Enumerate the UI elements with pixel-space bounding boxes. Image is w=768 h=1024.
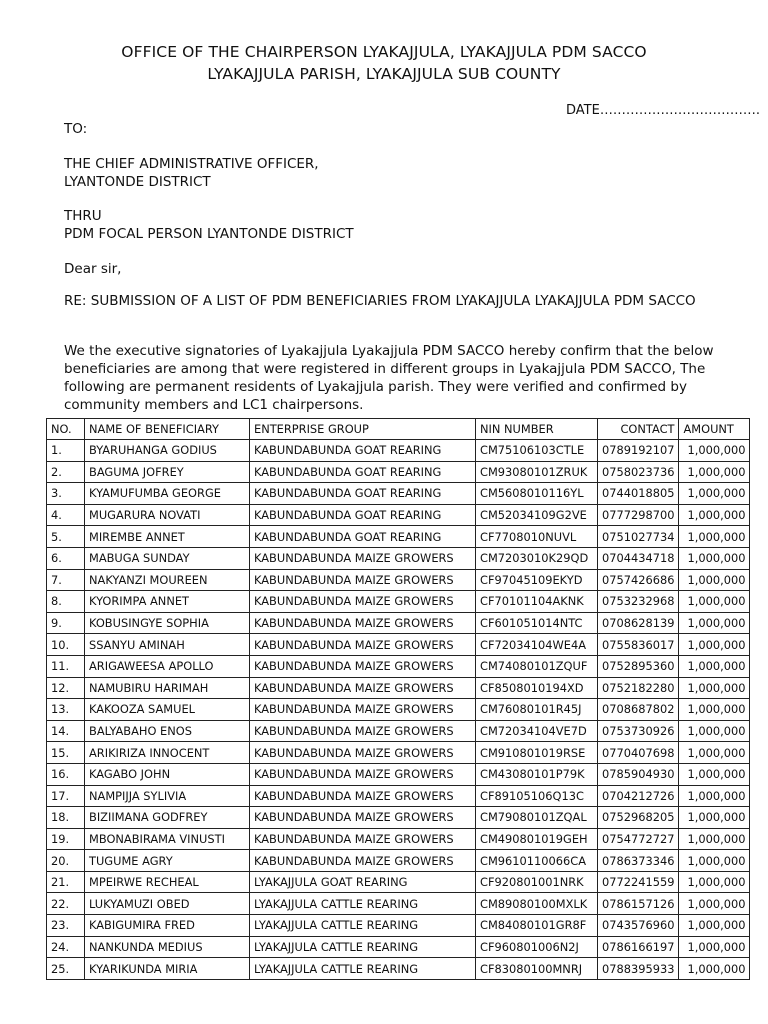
cell-group: KABUNDABUNDA MAIZE GROWERS <box>250 655 476 677</box>
cell-no: 2. <box>47 461 85 483</box>
cell-contact: 0704434718 <box>598 547 679 569</box>
cell-no: 5. <box>47 526 85 548</box>
cell-name: KYAMUFUMBA GEORGE <box>85 483 250 505</box>
cell-no: 20. <box>47 850 85 872</box>
cell-group: LYAKAJJULA CATTLE REARING <box>250 958 476 980</box>
cell-no: 18. <box>47 807 85 829</box>
cell-group: KABUNDABUNDA MAIZE GROWERS <box>250 634 476 656</box>
cell-group: KABUNDABUNDA GOAT REARING <box>250 461 476 483</box>
cell-nin: CF7708010NUVL <box>476 526 598 548</box>
cell-contact: 0789192107 <box>598 440 679 462</box>
cell-no: 17. <box>47 785 85 807</box>
table-row <box>47 785 750 807</box>
cell-name: BALYABAHO ENOS <box>85 720 250 742</box>
table-row <box>47 504 750 526</box>
cell-nin: CM910801019RSE <box>476 742 598 764</box>
cell-amount: 1,000,000 <box>679 655 750 677</box>
cell-group: KABUNDABUNDA GOAT REARING <box>250 440 476 462</box>
table-row <box>47 720 750 742</box>
cell-nin: CM7203010K29QD <box>476 547 598 569</box>
cell-no: 22. <box>47 893 85 915</box>
cell-group: KABUNDABUNDA MAIZE GROWERS <box>250 850 476 872</box>
cell-amount: 1,000,000 <box>679 504 750 526</box>
cell-no: 24. <box>47 936 85 958</box>
cell-no: 9. <box>47 612 85 634</box>
table-row <box>47 807 750 829</box>
cell-contact: 0786157126 <box>598 893 679 915</box>
table-row <box>47 958 750 980</box>
table-header-row <box>47 419 750 440</box>
table-row <box>47 699 750 721</box>
cell-amount: 1,000,000 <box>679 828 750 850</box>
table-row <box>47 547 750 569</box>
cell-amount: 1,000,000 <box>679 699 750 721</box>
cell-amount: 1,000,000 <box>679 612 750 634</box>
cell-nin: CM9610110066CA <box>476 850 598 872</box>
table-row <box>47 440 750 462</box>
table-row <box>47 655 750 677</box>
cell-name: BIZIIMANA GODFREY <box>85 807 250 829</box>
cell-nin: CM72034104VE7D <box>476 720 598 742</box>
cell-name: MPEIRWE RECHEAL <box>85 871 250 893</box>
office-title: OFFICE OF THE CHAIRPERSON LYAKAJJULA, LYAKAJJULA PDM SACCO <box>121 43 647 61</box>
cell-name: MIREMBE ANNET <box>85 526 250 548</box>
parish-subtitle: LYAKAJJULA PARISH, LYAKAJJULA SUB COUNTY <box>207 65 561 83</box>
cell-name: KAKOOZA SAMUEL <box>85 699 250 721</box>
header-name: NAME OF BENEFICIARY <box>85 419 250 440</box>
cell-contact: 0786373346 <box>598 850 679 872</box>
cell-name: BYARUHANGA GODIUS <box>85 440 250 462</box>
table-row <box>47 742 750 764</box>
cell-no: 12. <box>47 677 85 699</box>
cell-nin: CM52034109G2VE <box>476 504 598 526</box>
cell-nin: CM74080101ZQUF <box>476 655 598 677</box>
cell-group: KABUNDABUNDA MAIZE GROWERS <box>250 612 476 634</box>
cell-nin: CM93080101ZRUK <box>476 461 598 483</box>
cell-no: 8. <box>47 591 85 613</box>
cell-group: KABUNDABUNDA MAIZE GROWERS <box>250 763 476 785</box>
table-row <box>47 763 750 785</box>
cell-no: 10. <box>47 634 85 656</box>
cell-nin: CM76080101R45J <box>476 699 598 721</box>
cell-contact: 0772241559 <box>598 871 679 893</box>
cell-contact: 0751027734 <box>598 526 679 548</box>
cell-contact: 0785904930 <box>598 763 679 785</box>
cell-name: ARIKIRIZA INNOCENT <box>85 742 250 764</box>
cell-no: 19. <box>47 828 85 850</box>
cell-no: 15. <box>47 742 85 764</box>
cell-amount: 1,000,000 <box>679 440 750 462</box>
cell-amount: 1,000,000 <box>679 461 750 483</box>
cell-nin: CF960801006N2J <box>476 936 598 958</box>
cell-contact: 0758023736 <box>598 461 679 483</box>
cell-no: 13. <box>47 699 85 721</box>
cell-name: NAMUBIRU HARIMAH <box>85 677 250 699</box>
cell-contact: 0753232968 <box>598 591 679 613</box>
cell-group: KABUNDABUNDA MAIZE GROWERS <box>250 569 476 591</box>
cell-nin: CF920801001NRK <box>476 871 598 893</box>
cell-group: KABUNDABUNDA MAIZE GROWERS <box>250 699 476 721</box>
cell-contact: 0752968205 <box>598 807 679 829</box>
cell-nin: CF8508010194XD <box>476 677 598 699</box>
cell-name: KYORIMPA ANNET <box>85 591 250 613</box>
cell-name: NANKUNDA MEDIUS <box>85 936 250 958</box>
table-row <box>47 677 750 699</box>
cell-group: KABUNDABUNDA GOAT REARING <box>250 526 476 548</box>
cell-nin: CF97045109EKYD <box>476 569 598 591</box>
cell-group: LYAKAJJULA CATTLE REARING <box>250 915 476 937</box>
cell-nin: CM75106103CTLE <box>476 440 598 462</box>
cell-no: 1. <box>47 440 85 462</box>
table-row <box>47 634 750 656</box>
cell-amount: 1,000,000 <box>679 785 750 807</box>
cell-contact: 0744018805 <box>598 483 679 505</box>
cell-contact: 0770407698 <box>598 742 679 764</box>
cell-name: KYARIKUNDA MIRIA <box>85 958 250 980</box>
thru-person: PDM FOCAL PERSON LYANTONDE DISTRICT <box>64 226 354 242</box>
cell-amount: 1,000,000 <box>679 763 750 785</box>
cell-contact: 0754772727 <box>598 828 679 850</box>
cell-no: 14. <box>47 720 85 742</box>
cell-group: KABUNDABUNDA GOAT REARING <box>250 504 476 526</box>
cell-group: LYAKAJJULA GOAT REARING <box>250 871 476 893</box>
cell-name: NAMPIJJA SYLIVIA <box>85 785 250 807</box>
thru-label: THRU <box>64 208 102 224</box>
cell-name: KOBUSINGYE SOPHIA <box>85 612 250 634</box>
cell-amount: 1,000,000 <box>679 893 750 915</box>
cell-nin: CF83080100MNRJ <box>476 958 598 980</box>
cell-group: KABUNDABUNDA GOAT REARING <box>250 483 476 505</box>
table-row <box>47 526 750 548</box>
cell-group: KABUNDABUNDA MAIZE GROWERS <box>250 591 476 613</box>
recipient-title: THE CHIEF ADMINISTRATIVE OFFICER, <box>64 156 319 172</box>
cell-no: 16. <box>47 763 85 785</box>
cell-name: BAGUMA JOFREY <box>85 461 250 483</box>
cell-nin: CM79080101ZQAL <box>476 807 598 829</box>
cell-nin: CM5608010116YL <box>476 483 598 505</box>
cell-nin: CF89105106Q13C <box>476 785 598 807</box>
cell-contact: 0757426686 <box>598 569 679 591</box>
cell-group: LYAKAJJULA CATTLE REARING <box>250 893 476 915</box>
table-row <box>47 871 750 893</box>
cell-amount: 1,000,000 <box>679 871 750 893</box>
cell-contact: 0708687802 <box>598 699 679 721</box>
table-row <box>47 461 750 483</box>
cell-group: KABUNDABUNDA MAIZE GROWERS <box>250 720 476 742</box>
cell-name: NAKYANZI MOUREEN <box>85 569 250 591</box>
cell-contact: 0755836017 <box>598 634 679 656</box>
cell-contact: 0753730926 <box>598 720 679 742</box>
cell-contact: 0752895360 <box>598 655 679 677</box>
table-row <box>47 612 750 634</box>
cell-no: 25. <box>47 958 85 980</box>
cell-contact: 0752182280 <box>598 677 679 699</box>
table-body <box>47 440 750 980</box>
cell-no: 6. <box>47 547 85 569</box>
beneficiaries-table <box>46 418 750 980</box>
cell-amount: 1,000,000 <box>679 483 750 505</box>
cell-name: SSANYU AMINAH <box>85 634 250 656</box>
cell-group: KABUNDABUNDA MAIZE GROWERS <box>250 742 476 764</box>
cell-name: MABUGA SUNDAY <box>85 547 250 569</box>
cell-nin: CM490801019GEH <box>476 828 598 850</box>
cell-nin: CM84080101GR8F <box>476 915 598 937</box>
header-nin: NIN NUMBER <box>476 419 598 440</box>
salutation: Dear sir, <box>64 261 122 277</box>
cell-no: 21. <box>47 871 85 893</box>
table-row <box>47 591 750 613</box>
cell-nin: CF601051014NTC <box>476 612 598 634</box>
cell-amount: 1,000,000 <box>679 936 750 958</box>
cell-group: KABUNDABUNDA MAIZE GROWERS <box>250 785 476 807</box>
date-line: DATE………………………………. <box>566 103 760 118</box>
body-paragraph: We the executive signatories of Lyakajjula Lyakajjula PDM SACCO hereby confirm that the below beneficiaries are among that were registered in different groups in Lyakajjula PDM SACCO, The following are permanent residents of Lyakajjula parish. They were verified and confirmed by community members and LC1 chairpersons. <box>64 343 714 413</box>
cell-name: KABIGUMIRA FRED <box>85 915 250 937</box>
cell-amount: 1,000,000 <box>679 569 750 591</box>
cell-group: KABUNDABUNDA MAIZE GROWERS <box>250 828 476 850</box>
header-contact: CONTACT <box>598 419 679 440</box>
cell-no: 7. <box>47 569 85 591</box>
cell-contact: 0708628139 <box>598 612 679 634</box>
table-row <box>47 936 750 958</box>
cell-no: 3. <box>47 483 85 505</box>
cell-group: KABUNDABUNDA MAIZE GROWERS <box>250 677 476 699</box>
header-no: NO. <box>47 419 85 440</box>
cell-amount: 1,000,000 <box>679 677 750 699</box>
cell-name: TUGUME AGRY <box>85 850 250 872</box>
cell-nin: CM43080101P79K <box>476 763 598 785</box>
cell-amount: 1,000,000 <box>679 742 750 764</box>
table-row <box>47 828 750 850</box>
to-label: TO: <box>64 121 88 137</box>
cell-amount: 1,000,000 <box>679 807 750 829</box>
cell-amount: 1,000,000 <box>679 915 750 937</box>
cell-nin: CF70101104AKNK <box>476 591 598 613</box>
table-row <box>47 915 750 937</box>
recipient-district: LYANTONDE DISTRICT <box>64 174 211 190</box>
cell-amount: 1,000,000 <box>679 591 750 613</box>
cell-amount: 1,000,000 <box>679 850 750 872</box>
cell-name: MUGARURA NOVATI <box>85 504 250 526</box>
cell-amount: 1,000,000 <box>679 547 750 569</box>
cell-nin: CM89080100MXLK <box>476 893 598 915</box>
cell-amount: 1,000,000 <box>679 634 750 656</box>
cell-no: 4. <box>47 504 85 526</box>
table-row <box>47 893 750 915</box>
cell-group: KABUNDABUNDA MAIZE GROWERS <box>250 807 476 829</box>
table-row <box>47 850 750 872</box>
cell-contact: 0743576960 <box>598 915 679 937</box>
table-row <box>47 569 750 591</box>
header-amount: AMOUNT <box>679 419 750 440</box>
cell-amount: 1,000,000 <box>679 720 750 742</box>
cell-name: MBONABIRAMA VINUSTI <box>85 828 250 850</box>
header-group: ENTERPRISE GROUP <box>250 419 476 440</box>
cell-nin: CF72034104WE4A <box>476 634 598 656</box>
cell-group: LYAKAJJULA CATTLE REARING <box>250 936 476 958</box>
subject-line: RE: SUBMISSION OF A LIST OF PDM BENEFICIARIES FROM LYAKAJJULA LYAKAJJULA PDM SACCO <box>64 293 696 309</box>
cell-contact: 0786166197 <box>598 936 679 958</box>
cell-amount: 1,000,000 <box>679 958 750 980</box>
cell-contact: 0777298700 <box>598 504 679 526</box>
cell-name: ARIGAWEESA APOLLO <box>85 655 250 677</box>
cell-name: LUKYAMUZI OBED <box>85 893 250 915</box>
cell-name: KAGABO JOHN <box>85 763 250 785</box>
cell-contact: 0788395933 <box>598 958 679 980</box>
cell-no: 23. <box>47 915 85 937</box>
cell-no: 11. <box>47 655 85 677</box>
cell-group: KABUNDABUNDA MAIZE GROWERS <box>250 547 476 569</box>
table-row <box>47 483 750 505</box>
cell-contact: 0704212726 <box>598 785 679 807</box>
cell-amount: 1,000,000 <box>679 526 750 548</box>
